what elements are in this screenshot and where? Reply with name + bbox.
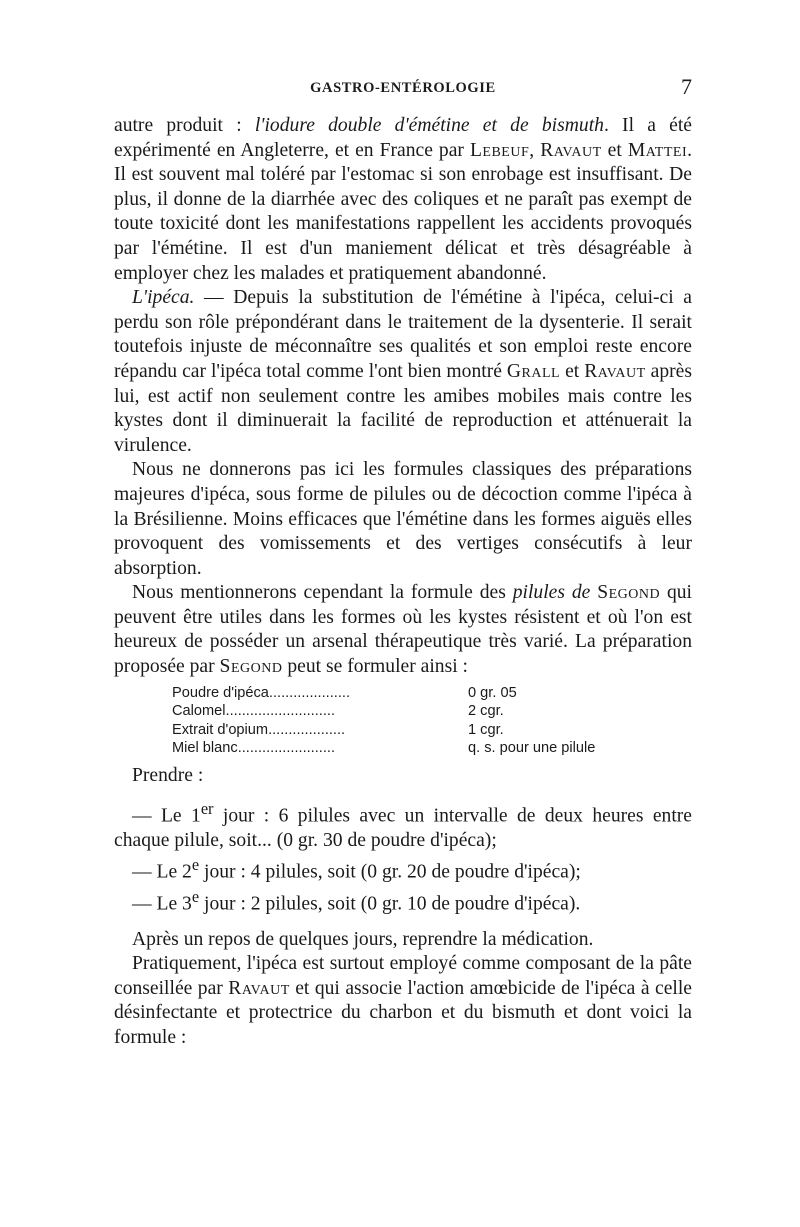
section-title: L'ipéca. (132, 287, 195, 309)
text-run: . Il est souvent mal toléré par l'estomac si son enrobage est insuffisant. De plus, il donne de la diarrhée avec des coliques et ne paraît pas exempt de toute toxicité dont les manifestations rappellent les accidents provoqués par l'émétine. Il est d'un maniement délicat et très désagréable à employer chez les malades et pratiquement abandonné. (114, 139, 693, 284)
formula-row (172, 739, 692, 758)
body-text (114, 114, 692, 1051)
text-run: — Le 3 (132, 894, 192, 915)
formula-row (172, 721, 692, 740)
text-run: jour : 6 pilules avec un intervalle de deux heures entre chaque pilule, soit... (0 gr. 30 de poudre d'ipéca); (114, 805, 692, 851)
text-run: — Depuis la substitution de l'émétine à l'ipéca, celui-ci a perdu son rôle prépondérant dans le traitement de la dysenterie. Il serait toutefois injuste de méconnaître ses qualités et son emploi reste encore répandu car l'ipéca total comme l'ont bien montré (114, 287, 692, 382)
formula-row (172, 684, 692, 703)
dosage-day-1 (114, 797, 692, 854)
text-run: jour : 2 pilules, soit (0 gr. 10 de poudre d'ipéca). (199, 894, 581, 915)
formula-row (172, 702, 692, 721)
ingredient-name: Miel blanc........................ (172, 740, 336, 757)
text-run: et (560, 360, 585, 382)
ingredient-dose: 1 cgr. (468, 721, 504, 738)
dosage-day-2 (114, 853, 692, 885)
author-name: Segond (219, 656, 283, 678)
author-name: Grall (506, 360, 561, 382)
text-run: Après un repos de quelques jours, reprendre la médication. (132, 928, 594, 950)
formula-table (172, 684, 692, 758)
spacer (114, 918, 692, 928)
ingredient-dose: 2 cgr. (468, 703, 504, 720)
ordinal-suffix: e (191, 887, 200, 907)
text-run: Nous mentionnerons cependant la formule des (132, 582, 513, 604)
ordinal-suffix: er (200, 798, 214, 818)
ingredient-name: Extrait d'opium................... (172, 721, 346, 738)
running-head: GASTRO-ENTÉROLOGIE (310, 80, 496, 96)
author-name: Ravaut (228, 977, 290, 999)
text-run: jour : 4 pilules, soit (0 gr. 20 de poudre d'ipéca); (199, 861, 581, 883)
text-run: — Le 1 (132, 805, 201, 827)
text-run: Pratiquement, l'ipéca est surtout employé comme composant de la pâte conseillée par (114, 953, 692, 999)
ingredient-dose: q. s. pour une pilule (468, 740, 596, 757)
text-run: autre produit : (114, 115, 255, 136)
text-run: Nous ne donnerons pas ici les formules classiques des préparations majeures d'ipéca, sous forme de pilules ou de décoction comme l'ipéca à la Brésilienne. Moins efficaces que l'émétine dans les formes aiguës elles provoquent des vomissements et des vertiges consécutifs à leur absorption. (114, 459, 692, 579)
author-name: Lebeuf (469, 139, 530, 161)
prendre-heading: Prendre : (132, 765, 204, 787)
paragraph-pate (114, 952, 692, 1050)
italic-term: l'iodure double d'émétine et de bismuth (254, 115, 604, 136)
italic-term: pilules de (512, 582, 591, 604)
ingredient-name: Poudre d'ipéca.................... (172, 684, 350, 701)
author-name: Segond (597, 582, 661, 604)
text-run: — Le 2 (132, 861, 192, 883)
author-name: Ravaut (584, 360, 646, 382)
dosage-day-3 (114, 885, 692, 917)
text-run: après lui, est actif non seulement contre les amibes mobiles mais contre les kystes dont il diminuerait la facilité de reproduction et atténuerait la virulence. (114, 360, 692, 456)
text-run: et (601, 139, 628, 161)
page-header (114, 72, 692, 106)
paragraph-iodure (114, 114, 692, 286)
ingredient-name: Calomel........................... (172, 703, 336, 720)
text-run: . Il a été expérimenté en Angleterre, et en France par (114, 115, 692, 161)
book-page (114, 72, 692, 1051)
text-run: et qui associe l'action amœbicide de l'ipéca à celle désinfectante et protectrice du charbon et du bismuth et dont voici la formule : (114, 977, 692, 1048)
author-name: Mattei (627, 139, 688, 161)
paragraph-repos (114, 928, 692, 953)
text-run: qui peuvent être utiles dans les formes où les kystes résistent et où l'on est heureux de posséder un arsenal thérapeutique très varié. La préparation proposée par (114, 582, 692, 678)
ingredient-dose: 0 gr. 05 (468, 684, 517, 701)
ordinal-suffix: e (191, 855, 200, 875)
paragraph-ipeca (114, 286, 692, 458)
text-run: , (529, 139, 541, 161)
text-run: peut se formuler ainsi : (282, 656, 468, 678)
page-number: 7 (681, 74, 692, 99)
paragraph-formules (114, 458, 692, 581)
author-name: Ravaut (540, 139, 602, 161)
paragraph-segond (114, 581, 692, 679)
